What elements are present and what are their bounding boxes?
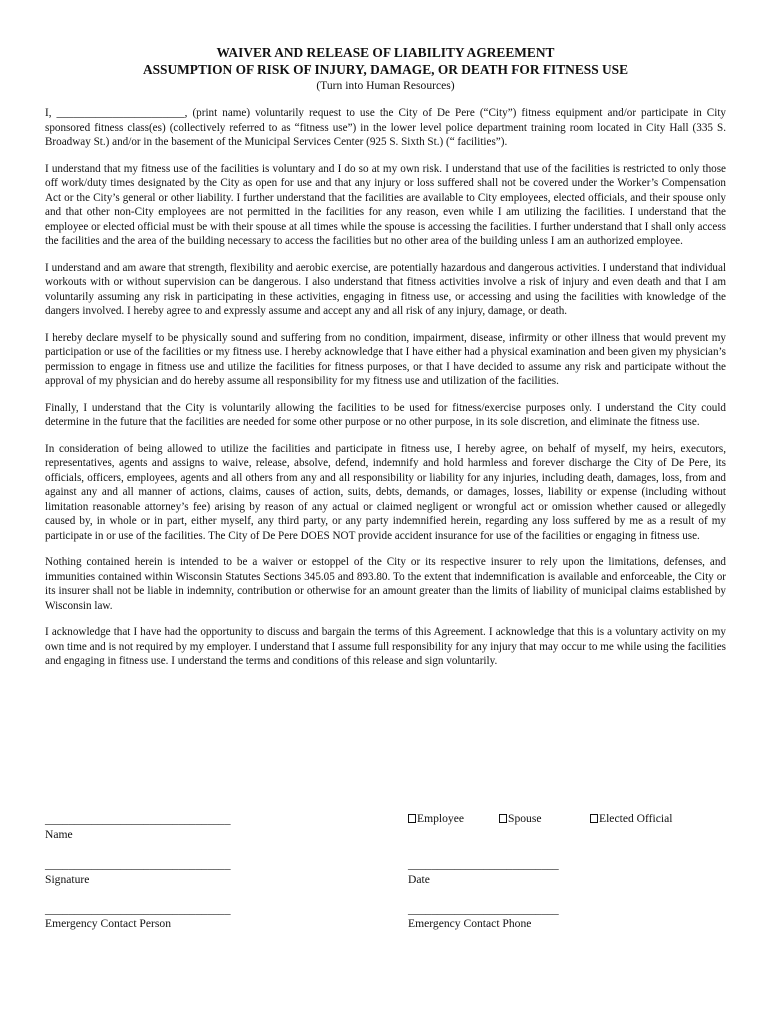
spouse-option[interactable] [499, 812, 542, 826]
employee-option[interactable] [408, 812, 464, 826]
paragraph-release: In consideration of being allowed to utilize the facilities and participate in fitness use, I hereby agree, on behalf of myself, my heirs, executors, representatives, agents and assigns to waive, release, absolve, defend, indemnify and hold harmless and forever discharge the City of De Pere, its officials, officers, employees, agents and all others from any and all responsibility or liability for any injuries, including death, damages, loss, from and against any and all manner of actions, claims, causes of action, suits, debts, demands, or damages, losses, liability or expense (including without limitation reasonable attorney’s fee) arising by reason of any actual or claimed negligent or wrongful act or omission whether caused or allegedly caused by, in whole or in part, either myself, any third party, or any party indemnified herein, regarding any loss suffered by me as a result of my participate in or use of the facilities. The City of De Pere DOES NOT provide accident insurance for use of the facilities or engaging in fitness use. [45, 442, 726, 542]
date-label: Date [408, 873, 430, 886]
paragraph-voluntary-use: I understand that my fitness use of the facilities is voluntary and I do so at my own risk. I understand that use of the facilities is restricted to only those off work/duty times designated by the City as open for use and that any injury or loss suffered shall not be covered under the Worker’s Compensation Act or the City’s general or other liability. I further understand that the facilities are available to City employees, elected officials, and their spouse only and that other non-City employees are not permitted in the facilities for any reason, even while I am utilizing the facilities. I understand that the employee or elected official must be with their spouse at all times while the spouse is accessing the facilities. I further understand that I shall only access the facilities and the area of the building necessary to access the facilities but no other area of the building unless I am an authorized employee. [45, 162, 726, 247]
spouse-option-label: Spouse [508, 812, 542, 825]
paragraph-physical-condition: I hereby declare myself to be physically sound and suffering from no condition, impairment, disease, infirmity or other illness that would prevent my participation or use of the facilities or my fitness use. I hereby acknowledge that I have either had a physical examination and been given my physician’s permission to engage in fitness use and utilize the facilities for fitness purposes, or that I have decided to assume any risk and participate without the approval of my physician and do hereby assume all responsibility for my fitness use and utilization of the facilities. [45, 331, 726, 387]
paragraph-city-discretion: Finally, I understand that the City is voluntarily allowing the facilities to be used for fitness/exercise purposes only. I understand the City could determine in the future that the facilities are needed for some other purpose or no other purpose, in its sole discretion, and eliminate the fitness use. [45, 401, 726, 428]
document-title-line2: ASSUMPTION OF RISK OF INJURY, DAMAGE, OR DEATH FOR FITNESS USE [142, 62, 629, 77]
spouse-checkbox[interactable] [499, 814, 507, 823]
emergency-phone-label: Emergency Contact Phone [408, 917, 532, 930]
paragraph-risk-awareness: I understand and am aware that strength, flexibility and aerobic exercise, are potentially hazardous and dangerous activities. I understand that individual workouts with or without supervision can be dangerous. I also understand that fitness activities involve a risk of injury and even death and that I am voluntarily assuming any risk in participating in these activities, engaging in fitness use, or accessing and using the facilities with knowledge of the dangers involved. I hereby agree to and expressly assume and accept any and all risk of any injury, damage, or death. [45, 261, 726, 317]
emergency-contact-label: Emergency Contact Person [45, 917, 171, 930]
signature-label: Signature [45, 873, 90, 886]
paragraph-no-waiver: Nothing contained herein is intended to be a waiver or estoppel of the City or its respective insurer to rely upon the limitations, defenses, and immunities contained within Wisconsin Statutes Sections 345.05 and 893.80. To the extent that indemnification is available and enforceable, the City or its insurer shall not be liable in indemnity, contribution or otherwise for an amount greater than the limits of liability of municipal claims established by Wisconsin law. [45, 556, 726, 612]
elected-official-option[interactable] [590, 812, 673, 826]
emergency-phone-field-line[interactable]: __________________________ [408, 903, 559, 916]
waiver-document [45, 44, 726, 669]
document-title-line1: WAIVER AND RELEASE OF LIABILITY AGREEMENT [216, 45, 555, 60]
document-subtitle: (Turn into Human Resources) [316, 79, 455, 92]
paragraph-intro: I, _______________________, (print name) voluntarily request to use the City of De Pere (“City”) fitness equipment and/or participate in City sponsored fitness class(es) (collectively referred to as “fitness use”) in the lower level police department training room located in City Hall (335 S. Broadway St.) and/or in the basement of the Municipal Services Center (925 S. Sixth St.) (“ facilities”). [45, 107, 726, 148]
date-field-line[interactable]: __________________________ [408, 858, 559, 871]
elected-official-checkbox[interactable] [590, 814, 598, 823]
emergency-contact-field-line[interactable]: ________________________________ [45, 903, 231, 916]
signature-field-line[interactable]: ________________________________ [45, 858, 231, 871]
name-label: Name [45, 828, 73, 841]
employee-checkbox[interactable] [408, 814, 416, 823]
elected-official-option-label: Elected Official [599, 812, 673, 825]
paragraph-acknowledgment: I acknowledge that I have had the opportunity to discuss and bargain the terms of this Agreement. I acknowledge that this is a voluntary activity on my own time and is not required by my employer. I understand that I assume full responsibility for any injury that may occur to me while using the facilities and engaging in fitness use. I understand the terms and conditions of this release and sign voluntarily. [45, 626, 726, 667]
name-field-line[interactable]: ________________________________ [45, 813, 231, 826]
employee-option-label: Employee [417, 812, 465, 825]
